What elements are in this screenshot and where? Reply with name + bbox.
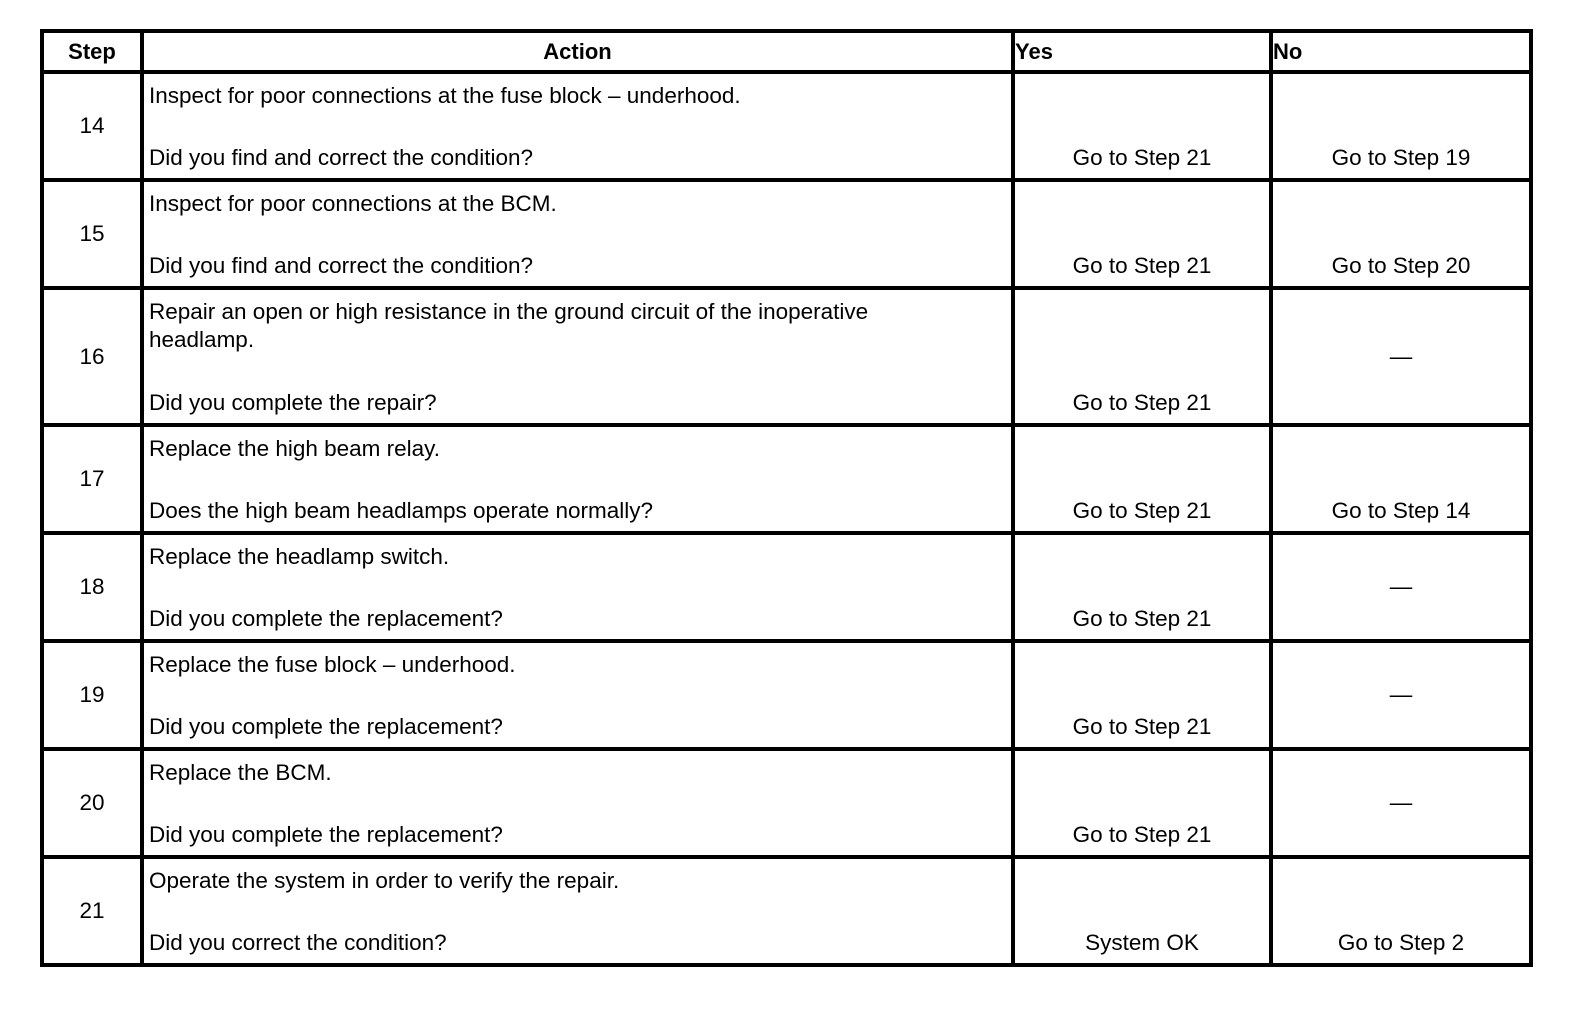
step-number: 18 <box>42 533 142 641</box>
action-instruction: Repair an open or high resistance in the ground circuit of the inoperative headlamp. <box>149 299 869 352</box>
action-question: Did you complete the repair? <box>149 390 437 415</box>
step-number: 21 <box>42 857 142 965</box>
yes-value: Go to Step 21 <box>1072 253 1212 278</box>
step-number: 19 <box>42 641 142 749</box>
step-number: 16 <box>42 288 142 425</box>
no-value: — <box>1389 682 1413 707</box>
yes-value: Go to Step 21 <box>1072 822 1212 847</box>
yes-cell <box>1013 533 1271 641</box>
action-instruction: Replace the high beam relay. <box>149 436 441 461</box>
no-cell <box>1271 749 1531 857</box>
table-row <box>42 857 1531 965</box>
yes-cell <box>1013 857 1271 965</box>
action-cell <box>142 72 1013 180</box>
step-number: 17 <box>42 425 142 533</box>
diagnostic-table <box>40 29 1533 967</box>
step-number: 14 <box>42 72 142 180</box>
action-question: Does the high beam headlamps operate normally? <box>149 498 654 523</box>
action-cell <box>142 425 1013 533</box>
action-question: Did you correct the condition? <box>149 930 447 955</box>
table-row <box>42 425 1531 533</box>
yes-value: Go to Step 21 <box>1072 606 1212 631</box>
yes-value: Go to Step 21 <box>1072 498 1212 523</box>
yes-cell <box>1013 180 1271 288</box>
action-cell <box>142 533 1013 641</box>
no-value: Go to Step 2 <box>1337 930 1465 955</box>
step-number: 15 <box>42 180 142 288</box>
action-question: Did you complete the replacement? <box>149 822 503 847</box>
action-cell <box>142 749 1013 857</box>
table-row <box>42 180 1531 288</box>
no-value: — <box>1389 574 1413 599</box>
no-cell <box>1271 533 1531 641</box>
action-question: Did you find and correct the condition? <box>149 253 533 278</box>
yes-value: System OK <box>1085 930 1199 955</box>
yes-cell <box>1013 72 1271 180</box>
yes-value: Go to Step 21 <box>1072 390 1212 415</box>
yes-value: Go to Step 21 <box>1072 714 1212 739</box>
table-row <box>42 72 1531 180</box>
table-row <box>42 641 1531 749</box>
no-value: Go to Step 20 <box>1331 253 1471 278</box>
action-cell <box>142 180 1013 288</box>
yes-cell <box>1013 425 1271 533</box>
header-no: No <box>1271 31 1531 72</box>
action-instruction: Inspect for poor connections at the BCM. <box>149 191 557 216</box>
yes-cell <box>1013 641 1271 749</box>
no-cell <box>1271 72 1531 180</box>
action-cell <box>142 857 1013 965</box>
no-value: — <box>1389 790 1413 815</box>
header-action: Action <box>142 31 1013 72</box>
yes-value: Go to Step 21 <box>1072 145 1212 170</box>
action-instruction: Replace the fuse block – underhood. <box>149 652 516 677</box>
action-question: Did you complete the replacement? <box>149 606 503 631</box>
table-row <box>42 288 1531 425</box>
header-yes: Yes <box>1013 31 1271 72</box>
no-cell <box>1271 425 1531 533</box>
action-cell <box>142 288 1013 425</box>
action-instruction: Operate the system in order to verify the repair. <box>149 868 620 893</box>
action-question: Did you find and correct the condition? <box>149 145 533 170</box>
header-step: Step <box>42 31 142 72</box>
no-value: — <box>1389 343 1413 369</box>
no-cell <box>1271 180 1531 288</box>
action-instruction: Replace the BCM. <box>149 760 332 785</box>
no-cell <box>1271 288 1531 425</box>
no-cell <box>1271 857 1531 965</box>
no-cell <box>1271 641 1531 749</box>
header-row <box>42 31 1531 72</box>
no-value: Go to Step 14 <box>1331 498 1471 523</box>
table-row <box>42 749 1531 857</box>
no-value: Go to Step 19 <box>1331 145 1471 170</box>
yes-cell <box>1013 749 1271 857</box>
yes-cell <box>1013 288 1271 425</box>
action-question: Did you complete the replacement? <box>149 714 503 739</box>
action-instruction: Replace the headlamp switch. <box>149 544 450 569</box>
table-row <box>42 533 1531 641</box>
step-number: 20 <box>42 749 142 857</box>
action-instruction: Inspect for poor connections at the fuse block – underhood. <box>149 83 741 108</box>
action-cell <box>142 641 1013 749</box>
